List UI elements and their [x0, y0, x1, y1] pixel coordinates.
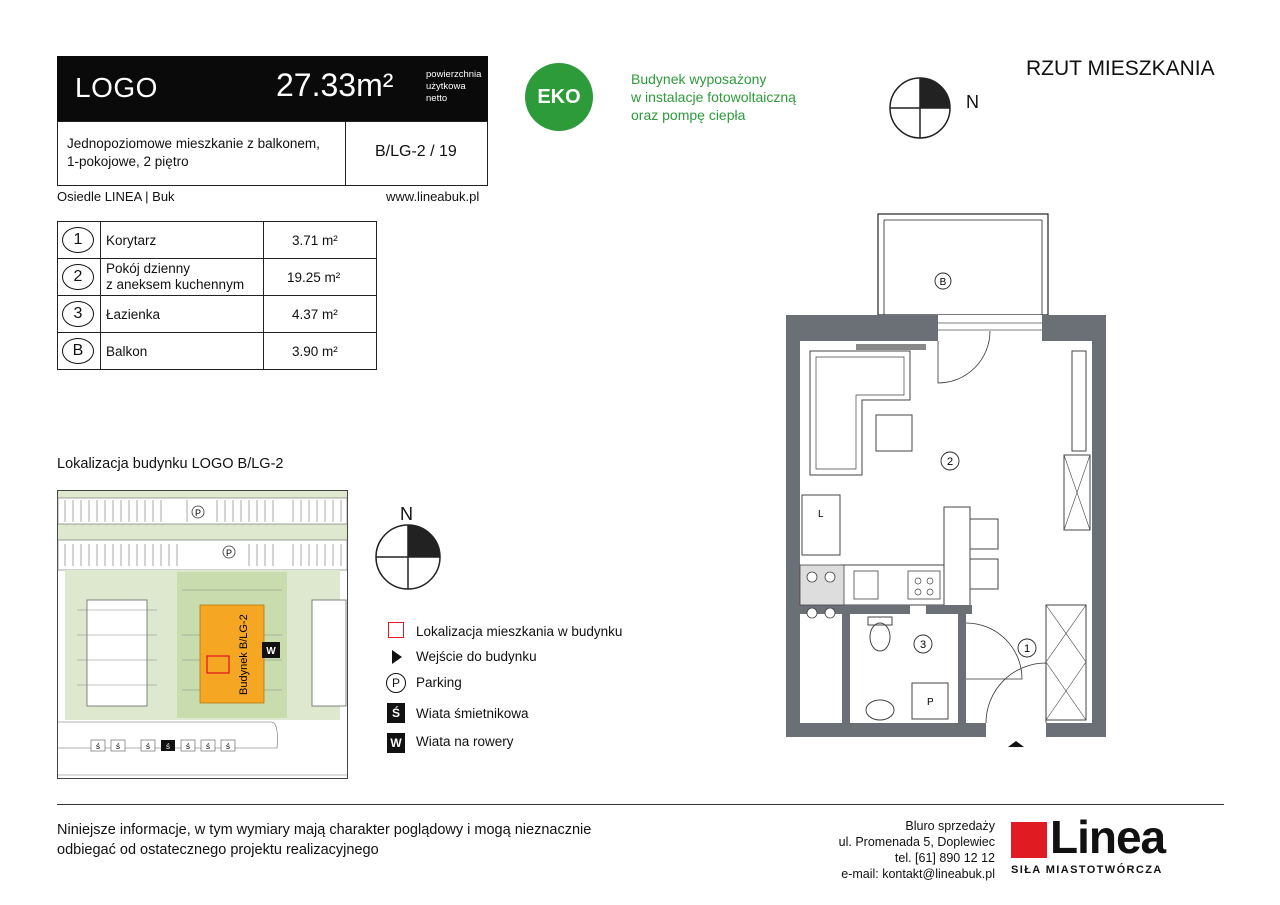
disclaimer: Niniejsze informacje, w tym wymiary mają charakter poglądowy i mogą nieznacznie odbiegać od ostatecznego projektu realizacyjnego: [57, 822, 592, 858]
header-bar: [57, 56, 488, 121]
compass-north-label: N: [400, 504, 413, 524]
room-number: B: [62, 338, 94, 364]
description-line1: Jednopoziomowe mieszkanie z balkonem,: [67, 136, 320, 151]
compass-icon: [888, 75, 954, 141]
room2-label: 2: [946, 456, 954, 468]
red-square-icon: [388, 622, 404, 638]
legend-waste: Wiata śmietnikowa: [416, 706, 529, 721]
room-number: 3: [62, 301, 94, 327]
bike-shelter-mark: W: [266, 646, 276, 657]
apartment-code: B/LG-2 / 19: [375, 143, 457, 160]
svg-text:ś: ś: [96, 742, 100, 751]
email-link[interactable]: e-mail: kontakt@lineabuk.pl: [841, 867, 995, 881]
table-row: [58, 259, 377, 296]
svg-text:ś: ś: [116, 742, 120, 751]
waste-shelter-icon: Ś: [387, 703, 405, 723]
parking-mark: P: [194, 508, 202, 518]
area-label: powierzchnia użytkowa netto: [426, 69, 482, 104]
floor-plan: [780, 205, 1110, 765]
logo-text: LOGO: [75, 72, 158, 103]
site-map: [57, 490, 348, 780]
room-area: 3.90 m²: [264, 333, 377, 370]
room-name: Korytarz: [106, 232, 157, 248]
svg-text:ś: ś: [206, 742, 210, 751]
sales-office-info: Bluro sprzedaży ul. Promenada 5, Doplewiec tel. [61] 890 12 12 e-mail: kontakt@lineabuk.pl: [800, 818, 995, 882]
area-value: 27.33m²: [276, 67, 394, 103]
svg-text:ś: ś: [226, 742, 230, 751]
room-number: 1: [62, 227, 94, 253]
apartment-description: [57, 121, 488, 186]
description-line2: 1-pokojowe, 2 piętro: [67, 154, 189, 169]
parking-icon: P: [386, 673, 406, 693]
legend-location: Lokalizacja mieszkania w budynku: [416, 624, 623, 639]
estate-name: Osiedle LINEA | Buk: [57, 189, 175, 204]
footer-divider: [57, 804, 1224, 805]
table-row: [58, 222, 377, 259]
room-name: Łazienka: [101, 296, 264, 333]
legend-entrance: Wejście do budynku: [416, 649, 537, 664]
website-link[interactable]: www.lineabuk.pl: [386, 189, 480, 204]
brand-tagline: SIŁA MIASTOTWÓRCZA: [1011, 864, 1163, 876]
svg-text:ś: ś: [146, 742, 150, 751]
laundry-label: P: [927, 697, 934, 708]
building-label: Budynek B/LG-2: [238, 614, 250, 695]
eko-badge: EKO: [525, 63, 593, 131]
brand-logo-text: Linea: [1050, 811, 1166, 863]
room1-label: 1: [1023, 643, 1031, 655]
entrance-arrow-icon: [392, 650, 402, 664]
brand-logo-mark: [1011, 822, 1047, 858]
rooms-table: [57, 221, 377, 370]
legend-bike: Wiata na rowery: [416, 734, 514, 749]
plan-title: RZUT MIESZKANIA: [1026, 57, 1215, 80]
parking-mark: P: [225, 548, 233, 558]
compass-icon: [373, 522, 443, 592]
room-number: 2: [62, 264, 94, 290]
svg-text:ś: ś: [186, 742, 190, 751]
balcony-label: B: [939, 277, 947, 288]
room-name-2: z aneksem kuchennym: [106, 277, 245, 292]
eko-text: Budynek wyposażony w instalacje fotowoltaiczną oraz pompę ciepła: [631, 71, 796, 123]
fridge-label: L: [818, 509, 824, 520]
svg-text:ś: ś: [166, 742, 170, 751]
room3-label: 3: [919, 639, 927, 651]
room-area: 4.37 m²: [264, 296, 377, 333]
room-area: 19.25 m²: [264, 259, 377, 296]
compass-north-label: N: [966, 92, 979, 112]
balcony: [878, 214, 1048, 315]
location-title: Lokalizacja budynku LOGO B/LG-2: [57, 456, 284, 472]
legend-parking: Parking: [416, 675, 462, 690]
wall: [786, 315, 1106, 737]
bike-shelter-icon: W: [387, 733, 405, 753]
room-name: Pokój dzienny: [106, 261, 191, 276]
target-building: [200, 605, 264, 703]
table-row: [58, 296, 377, 333]
table-row: [58, 333, 377, 370]
room-name: Balkon: [101, 333, 264, 370]
entrance-arrow: [1008, 741, 1024, 747]
room-area: 3.71 m²: [264, 222, 377, 259]
